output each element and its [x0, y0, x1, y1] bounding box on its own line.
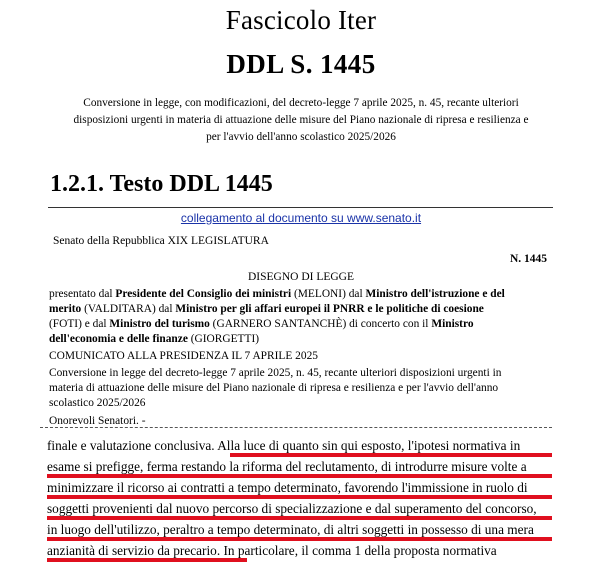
ddl-number: DDL S. 1445 [226, 49, 376, 79]
communicated-line: COMUNICATO ALLA PRESIDENZA IL 7 APRILE 2025 [49, 350, 318, 362]
subtitle-line: disposizioni urgenti in materia di attuazione delle misure del Piano nazionale di ripresa e resilienza e [73, 114, 529, 126]
presenter-title: Presidente del Consiglio dei ministri [115, 288, 292, 300]
presented-line [49, 287, 505, 302]
presenter-title: Ministro dell'istruzione e del [365, 288, 505, 300]
presenter-title: Ministro [431, 318, 474, 330]
section-heading: 1.2.1. Testo DDL 1445 [50, 171, 273, 197]
presenter-text: (FOTI) e dal [49, 318, 110, 330]
subtitle-line: per l'avvio dell'anno scolastico 2025/2026 [206, 131, 396, 143]
presenter-text: (GIORGETTI) [187, 333, 260, 345]
presented-line [49, 302, 484, 317]
document-link[interactable]: collegamento al documento su www.senato.it [180, 211, 422, 225]
presenter-title: Ministro del turismo [109, 318, 210, 330]
bill-number: N. 1445 [510, 253, 548, 265]
subtitle-line: Conversione in legge, con modificazioni, del decreto-legge 7 aprile 2025, n. 45, recante ulteriori [83, 97, 519, 109]
presenter-title: dell'economia e delle finanze [49, 333, 188, 345]
presenter-text: (GARNERO SANTANCHÈ) di concerto con il [209, 318, 432, 330]
excerpt-line: esame si prefigge, ferma restando la riforma del reclutamento, di introdurre misure volte a [47, 459, 527, 474]
presenter-title: Ministro per gli affari europei il PNRR e le politiche di coesione [175, 303, 484, 315]
conversion-line: Conversione in legge del decreto-legge 7 aprile 2025, n. 45, recante ulteriori disposizioni urgenti in [49, 367, 502, 379]
highlighted-excerpt [40, 427, 552, 565]
presented-line [49, 332, 259, 347]
presenter-title: merito [49, 303, 82, 315]
highlight-underline [47, 558, 247, 562]
excerpt-line: in luogo dell'utilizzo, peraltro a tempo determinato, di altri soggetti in possesso di una mera [47, 522, 534, 537]
document-title: Fascicolo Iter [225, 5, 377, 35]
presenter-text: presentato dal [49, 288, 116, 300]
highlight-underline [47, 495, 552, 499]
excerpt-line: anzianità di servizio da precario. In particolare, il comma 1 della proposta normativa [47, 543, 497, 558]
presented-line [49, 317, 474, 332]
excerpt-line: soggetti provenienti dal nuovo percorso di specializzazione e dal superamento del concorso, [47, 501, 537, 516]
conversion-line: materia di attuazione delle misure del Piano nazionale di ripresa e resilienza e per l'avvio dell'anno [49, 382, 499, 394]
conversion-line: scolastico 2025/2026 [49, 397, 146, 409]
bill-heading: DISEGNO DI LEGGE [247, 271, 355, 283]
senate-label: Senato della Repubblica XIX LEGISLATURA [53, 235, 269, 247]
excerpt-line: finale e valutazione conclusiva. Alla luce di quanto sin qui esposto, l'ipotesi normativa in [47, 438, 521, 453]
highlight-underline [47, 516, 552, 520]
highlight-underline [47, 474, 552, 478]
heading-divider [48, 207, 553, 208]
presenter-text: (MELONI) dal [291, 288, 366, 300]
presenter-text: (VALDITARA) dal [81, 303, 176, 315]
excerpt-line: minimizzare il ricorso ai contratti a tempo determinato, favorendo l'immissione in ruolo di [47, 480, 528, 495]
highlight-underline [47, 537, 552, 541]
highlight-underline [230, 453, 552, 457]
greeting: Onorevoli Senatori. - [49, 415, 146, 427]
